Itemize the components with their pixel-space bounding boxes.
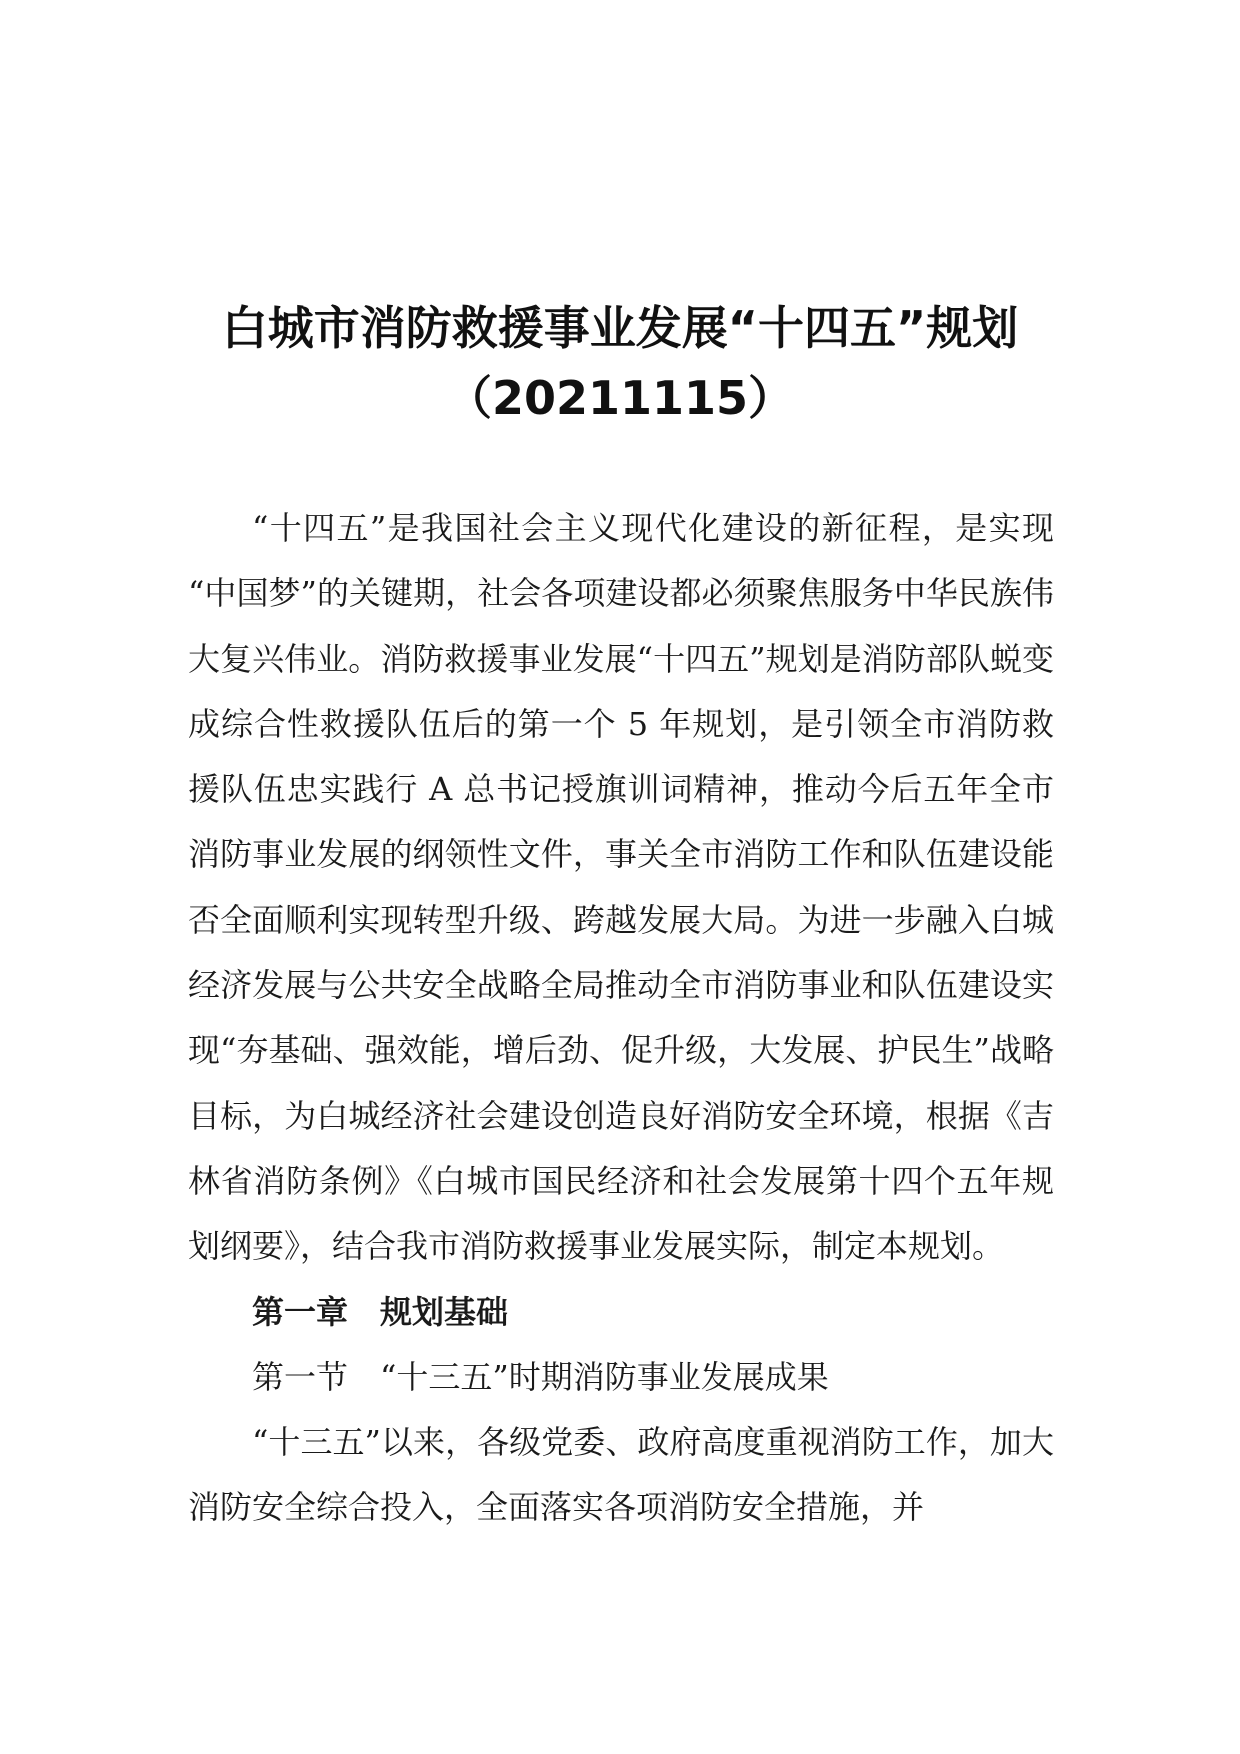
document-body — [188, 496, 1054, 1541]
section-heading: 第一节 “十三五”时期消防事业发展成果 — [252, 1357, 829, 1396]
document-date: （20211115） — [445, 371, 795, 425]
section-paragraph: “十三五”以来，各级党委、政府高度重视消防工作，加大消防安全综合投入，全面落实各项消防安全措施，并 — [188, 1423, 1054, 1527]
intro-paragraph: “十四五”是我国社会主义现代化建设的新征程，是实现 “中国梦”的关键期，社会各项建设都必须聚焦服务中华民族伟大复兴伟业。消防救援事业发展“十四五”规划是消防部队蜕变成综合性救援队伍后的第一个 5 年规划，是引领全市消防救援队伍忠实践行 A 总书记授旗训词精神，推动今后五年全市消防事业发展的纲领性文件，事关全市消防工作和队伍建设能否全面顺利实现转型升级、跨越发展大局。为进一步融入白城经济发展与公共安全战略全局推动全市消防事业和队伍建设实现“夯基础、强效能，增后劲、促升级，大发展、护民生”战略目标，为白城经济社会建设创造良好消防安全环境，根据《吉林省消防条例》《白城市国民经济和社会发展第十四个五年规划纲要》，结合我市消防救援事业发展实际，制定本规划。 — [188, 509, 1054, 1266]
document-title: 白城市消防救援事业发展“十四五”规划 — [221, 301, 1019, 355]
chapter-heading: 第一章 规划基础 — [252, 1292, 509, 1331]
